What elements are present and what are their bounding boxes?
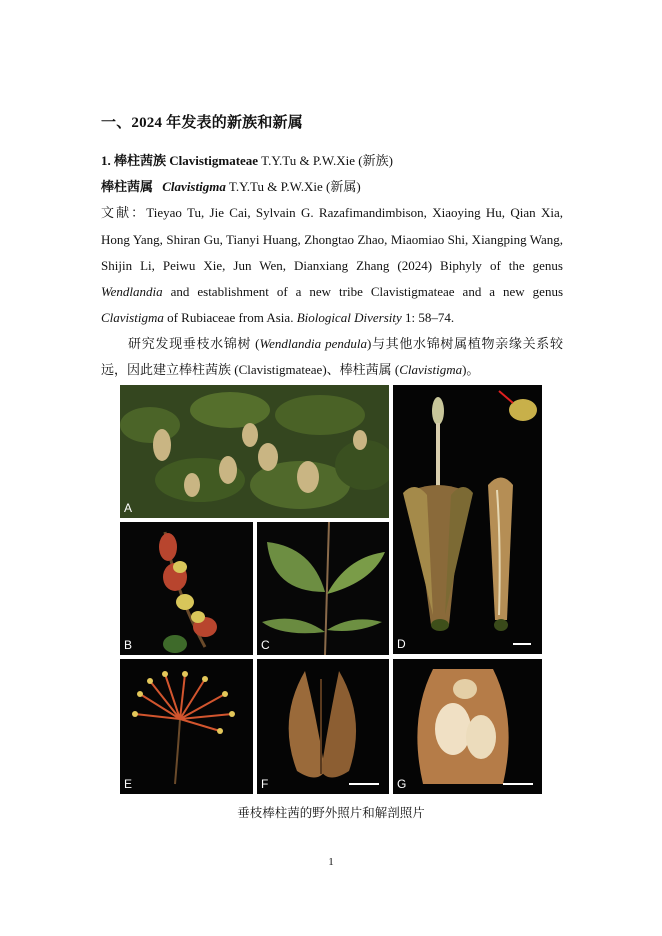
panel-a-photo [120, 385, 389, 518]
panel-g-label: G [397, 777, 407, 791]
reference-line-5 [101, 310, 563, 326]
figure-caption: 垂枝棒柱茜的野外照片和解剖照片 [237, 806, 425, 820]
reference-text-5: of Rubiaceae from Asia. [163, 310, 297, 325]
reference-text-4: and establishment of a new tribe Clavistigmateae and a new genus [170, 284, 563, 299]
genus-authors: T.Y.Tu & P.W.Xie [228, 179, 323, 194]
panel-f-photo [257, 659, 389, 794]
reference-line-4 [101, 284, 563, 300]
panel-g-photo [393, 659, 542, 794]
genus-latin-name: Clavistigma [162, 179, 226, 194]
panel-b-label: B [124, 638, 133, 652]
para-text-1a: 研究发现垂枝水锦树 ( [128, 336, 260, 351]
tribe-chinese-name: 棒柱茜族 [114, 153, 167, 168]
panel-e-label: E [124, 777, 133, 791]
leaves-image [257, 522, 389, 655]
seed-image [393, 659, 542, 794]
inflorescence-image [120, 659, 253, 794]
panel-a-label: A [124, 501, 133, 515]
panel-d-photo [393, 385, 542, 654]
paragraph-line-2 [101, 362, 563, 378]
dissected-flower-image [393, 385, 542, 654]
genus-clavistigma: Clavistigma [101, 310, 164, 325]
para-text-1b: )与其他水锦树属植物亲缘关系较 [366, 336, 563, 351]
reference-label: 文献： [101, 205, 147, 220]
journal-name: Biological Diversity [296, 310, 402, 325]
reference-line-1 [101, 205, 563, 221]
tribe-latin-name: Clavistigmateae [169, 153, 259, 168]
para-text-2a: 远，因此建立棒柱茜族 (Clavistigmateae)、棒柱茜属 ( [101, 362, 400, 377]
tribe-authors: T.Y.Tu & P.W.Xie [261, 153, 356, 168]
genus-clavistigma-2: Clavistigma [399, 362, 463, 377]
genus-note: (新属) [326, 179, 361, 194]
branch-image [120, 522, 253, 655]
section-heading: 一、2024 年发表的新族和新属 [101, 115, 303, 131]
panel-c-photo [257, 522, 389, 655]
panel-c-label: C [261, 638, 270, 652]
paragraph-line-1 [128, 336, 563, 352]
species-name: Wendlandia pendula [259, 336, 367, 351]
genus-wendlandia: Wendlandia [101, 284, 163, 299]
page-number: 1 [328, 856, 334, 868]
panel-f-label: F [261, 777, 269, 791]
panel-b-photo [120, 522, 253, 655]
genus-chinese-name: 棒柱茜属 [101, 179, 154, 194]
panel-d-label: D [397, 637, 406, 651]
entry-number: 1. [101, 153, 111, 168]
para-text-2b: )。 [462, 362, 480, 377]
reference-text-1: Tieyao Tu, Jie Cai, Sylvain G. Razafimandimbison, Xiaoying Hu, Qian Xia, [146, 205, 563, 220]
genus-line [101, 179, 563, 195]
tribe-line [101, 153, 563, 169]
shrub-image [120, 385, 389, 518]
reference-line-2: Hong Yang, Shiran Gu, Tianyi Huang, Zhongtao Zhao, Miaomiao Shi, Xiangping Wang, [101, 232, 563, 247]
photo-figure [120, 385, 542, 794]
fruit-image [257, 659, 389, 794]
panel-e-photo [120, 659, 253, 794]
journal-volume: 1: 58–74. [401, 310, 455, 325]
reference-line-3: Shijin Li, Peiwu Xie, Jun Wen, Dianxiang Zhang (2024) Biphyly of the genus [101, 258, 563, 273]
tribe-note: (新族) [358, 153, 393, 168]
